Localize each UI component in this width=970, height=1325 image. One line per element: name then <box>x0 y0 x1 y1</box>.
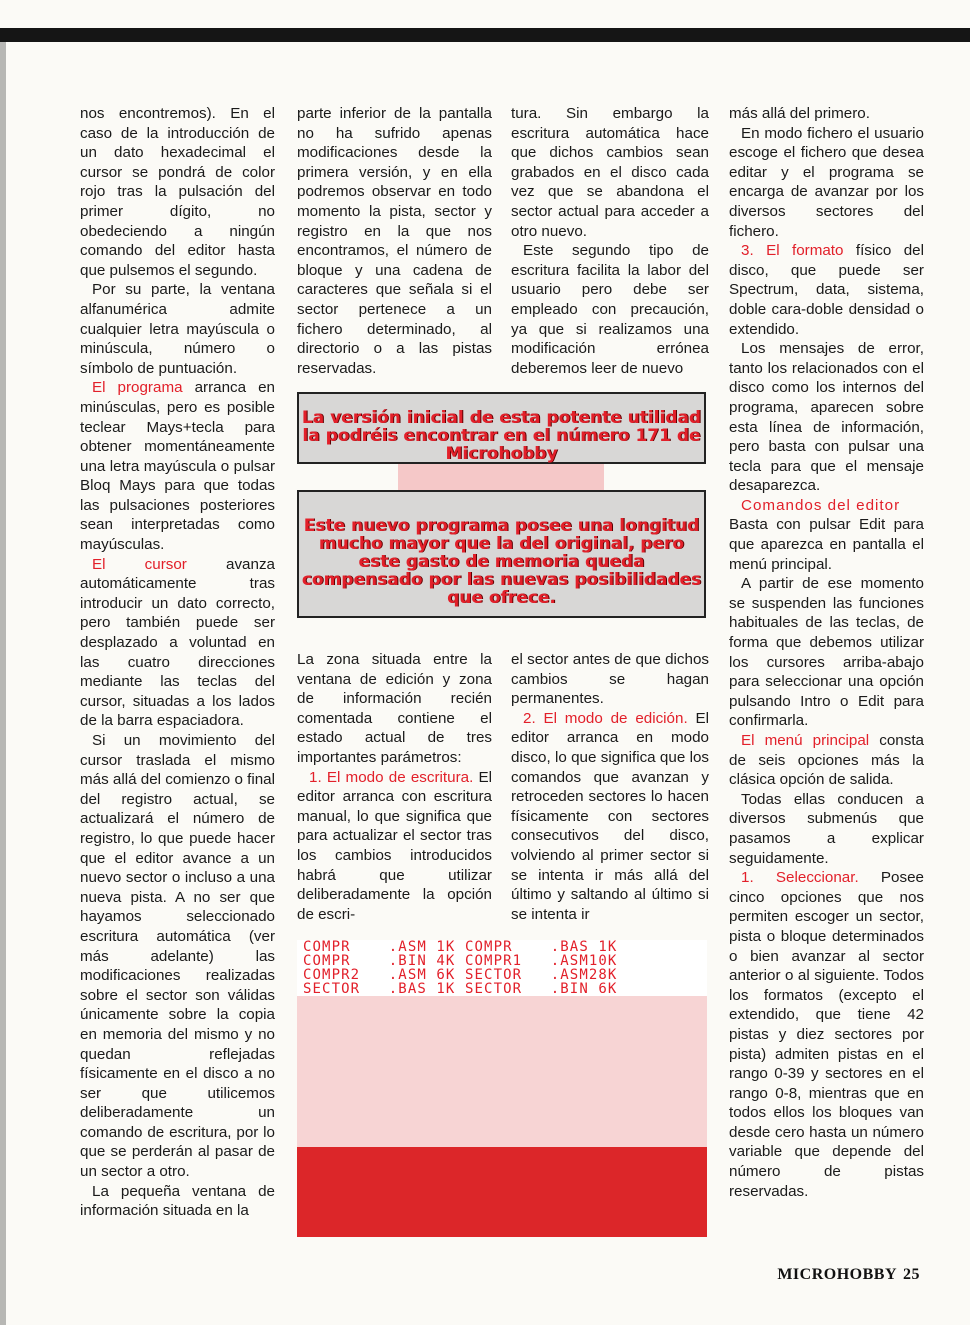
section-heading: Comandos del editor <box>741 496 901 514</box>
listing-row: COMPR2 .ASM 6K SECTOR .ASM28K <box>303 967 618 983</box>
subheading: 1. El modo de escritura. <box>309 768 474 786</box>
paragraph: parte inferior de la pantalla no ha sufrido apenas modificaciones desde la primera versión, y en ella podremos observar en todo momento la pista, sector y registro en la que nos encontramos, el número de bloque y una cadena de caracteres que señala si el sector pertenece a un fichero determinado, al directorio o a las pistas reservadas. <box>297 105 492 377</box>
paragraph: 1. Seleccionar. Posee cinco opciones que nos permiten escoger un sector, pista o bloque determinados o bien avanzar al sector anterior o al siguiente. Todos los formatos (excepto el extendido, que tiene 42 pistas y diez sectores por pista) admiten pistas en el rango 0-39 y sectores en el rango 0-8, mientras que en todos ellos los bloques van desde cero hasta un número variable que depende del número de pistas reservadas. <box>729 869 924 1200</box>
file-listing <box>297 940 707 996</box>
paragraph: El cursor avanza automáticamente tras introducir un dato correcto, pero también puede ser desplazado a voluntad en las cuatro direcciones mediante las teclas del cursor, situadas a los lados de la barra espaciadora. <box>80 555 275 730</box>
paragraph: Los mensajes de error, tanto los relacionados con el disco como los internos del programa, aparecen sobre esta línea de información, pero basta con pulsar una tecla para que el mensaje desaparezca. <box>729 340 924 495</box>
paragraph: tura. Sin embargo la escritura automática hace que dichos cambios sean grabados en el disco cada vez que se abandona el sector actual para acceder a otro nuevo. <box>511 105 709 240</box>
paragraph: El programa arranca en minúsculas, pero es posible teclear Mays+tecla para obtener momentáneamente una letra mayúscula o pulsar Bloq Mays para que todas las pulsaciones posteriores sean interpretadas como mayúsculas. <box>80 379 275 554</box>
subheading: 1. Seleccionar. <box>741 869 859 887</box>
paragraph: La zona situada entre la ventana de edición y zona de información recién comentada contiene el estado actual de tres importantes parámetros: <box>297 651 492 766</box>
listing-row: COMPR .ASM 1K COMPR .BAS 1K <box>303 939 618 955</box>
pull-quote-box: Este nuevo programa posee una longitud mucho mayor que la del original, pero este gasto de memoria queda compensado por las nuevas posibilidades que ofrece. <box>297 490 706 618</box>
paragraph: nos encontremos). En el caso de la introducción de un dato hexadecimal el cursor se pondrá de color rojo tras la pulsación del primer dígito, no obedeciendo a ningún comando del editor hasta que pulsemos el segundo. <box>80 105 275 279</box>
subheading: El programa <box>92 379 183 397</box>
paragraph: más allá del primero. <box>729 105 870 122</box>
page-edge <box>0 42 6 1325</box>
subheading: El menú principal <box>741 732 870 749</box>
top-rule <box>0 28 970 42</box>
paragraph: 3. El formato físico del disco, que puede ser Spectrum, data, sistema, doble cara-doble densidad o extendido. <box>729 242 924 338</box>
column-1 <box>80 104 275 1221</box>
paragraph: A partir de ese momento se suspenden las funciones habituales de las teclas, de forma que debemos utilizar los cursores arriba-abajo para seleccionar una opción pulsando Intro o Edit para confirmarla. <box>729 575 924 730</box>
paragraph: Si un movimiento del cursor traslada el mismo más allá del comienzo o final del registro actual, se actualizará el número de registro, lo que puede hacer que el editor avance a un nuevo sector o incluso a una nueva pista. A no ser que hayamos seleccionado escritura automática (ver más adelante) las modificaciones realizadas sobre el sector son válidas únicamente sobre la copia en memoria del mismo y no quedan reflejadas físicamente en el disco a no ser que utilicemos deliberadamente un comando de escritura, por lo que se perderán al pasar de un sector a otro. <box>80 732 276 1181</box>
paragraph: 1. El modo de escritura. El editor arranca con escritura manual, lo que significa que para actualizar el sector tras los cambios introducidos habrá que utilizar deliberadamente la opción de escri- <box>297 768 492 923</box>
screen-red-band <box>297 1147 707 1237</box>
pull-quote-box: La versión inicial de esta potente utilidad la podréis encontrar en el número 171 de Microhobby <box>297 392 706 464</box>
column-4 <box>729 104 924 1201</box>
paragraph: La pequeña ventana de información situada en la <box>80 1182 275 1220</box>
paragraph: Este segundo tipo de escritura facilita la labor del usuario pero debe ser empleado con precaución, ya que si realizamos una modificación errónea deberemos leer de nuevo <box>511 242 709 377</box>
subheading: El cursor <box>92 555 187 573</box>
paragraph: Basta con pulsar Edit para que aparezca en pantalla el menú principal. <box>729 516 924 573</box>
screenshot-figure <box>297 940 707 1237</box>
page-number: 25 <box>903 1266 920 1283</box>
paragraph: el sector antes de que dichos cambios se hagan permanentes. <box>511 651 709 708</box>
column-2-bottom <box>297 650 492 924</box>
column-3-bottom <box>511 650 709 924</box>
page-footer <box>771 1266 920 1284</box>
paragraph: Todas ellas conducen a diversos submenús que pasamos a explicar seguidamente. <box>729 790 924 867</box>
column-3-top <box>511 104 709 378</box>
subheading: 2. El modo de edición. <box>523 709 688 727</box>
listing-row: COMPR .BIN 4K COMPR1 .ASM10K <box>303 953 618 969</box>
paragraph: Por su parte, la ventana alfanumérica admite cualquier letra mayúscula o minúscula, número o símbolo de puntuación. <box>80 281 275 377</box>
column-2-top <box>297 104 492 378</box>
decorative-strip <box>398 464 604 490</box>
paragraph: 2. El modo de edición. El editor arranca en modo disco, lo que significa que los comandos que avanzan y retroceden sectores lo hacen físicamente con sectores consecutivos del disco, volviendo al primer sector si se intenta ir más allá del último y saltando al último si se intenta ir <box>511 709 709 923</box>
paragraph: En modo fichero el usuario escoge el fichero que desea editar y el programa se encarga de avanzar por los diversos sectores del fichero. <box>729 124 924 240</box>
paragraph: El menú principal consta de seis opciones más la clásica opción de salida. <box>729 732 924 789</box>
subheading: 3. El formato <box>741 242 844 260</box>
listing-row: SECTOR .BAS 1K SECTOR .BIN 6K <box>303 981 618 997</box>
magazine-name: MICROHOBBY <box>777 1266 897 1283</box>
